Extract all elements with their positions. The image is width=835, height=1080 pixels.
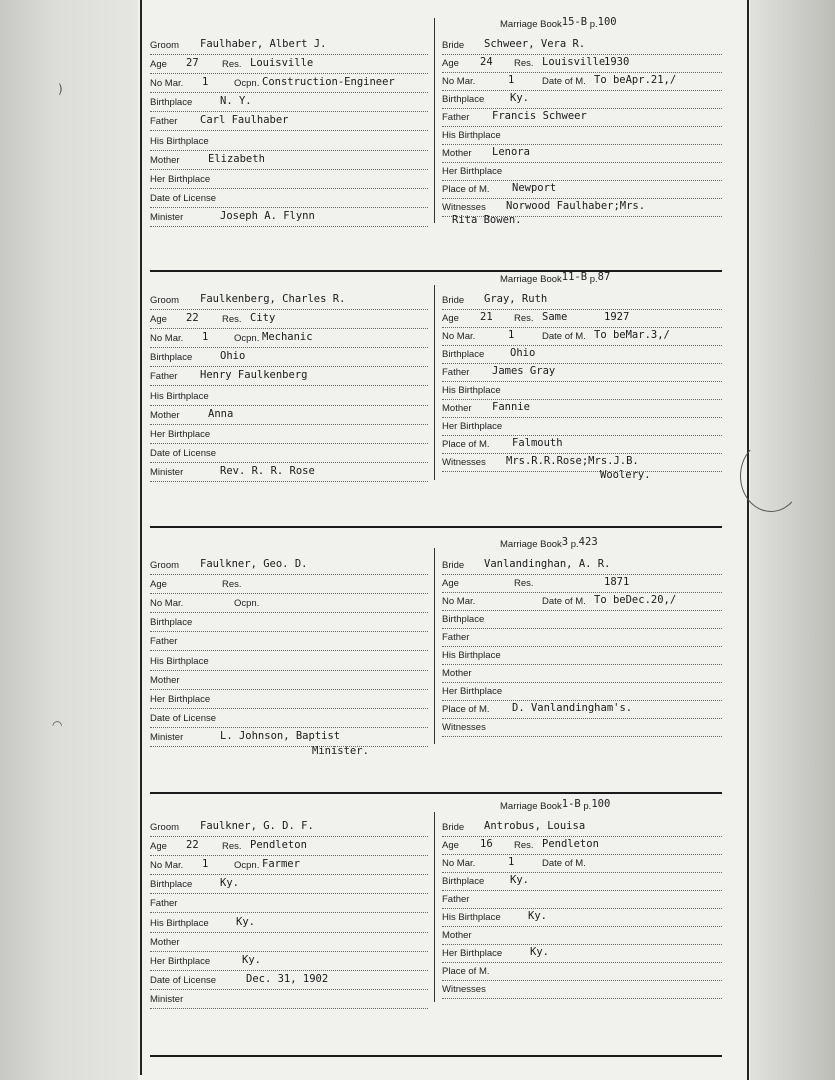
father-label: Father (150, 898, 178, 910)
date-of-m-label: Date of M. (542, 596, 586, 607)
bride-her-birthplace-row (442, 684, 722, 701)
age-label: Age (150, 314, 167, 326)
groom-no-mar-row (150, 331, 428, 348)
bride-his-birthplace-row (442, 128, 722, 145)
birthplace-label: Birthplace (442, 614, 485, 625)
res-label: Res. (222, 579, 242, 591)
groom-date-of-license-row (150, 973, 428, 990)
bride-year: 1871 (604, 576, 630, 588)
age-label: Age (442, 58, 459, 69)
witnesses-label: Witnesses (442, 202, 486, 213)
witnesses-label: Witnesses (442, 457, 486, 468)
his-birthplace-label: His Birthplace (150, 390, 209, 402)
groom-no-mar-row (150, 596, 428, 613)
groom-minister: Joseph A. Flynn (220, 209, 315, 222)
bride-father: Francis Schweer (492, 110, 587, 122)
bride-her-birthplace-row (442, 946, 722, 963)
bride-place-of-m-row (442, 182, 722, 199)
groom-ocpn: Construction-Engineer (262, 76, 395, 89)
groom-mother-row (150, 408, 428, 425)
bride-place-of-m-row (442, 702, 722, 719)
groom-his-birthplace-row (150, 134, 428, 151)
groom-date-of-license-row (150, 191, 428, 208)
minister-label: Minister (150, 466, 184, 478)
mother-label: Mother (442, 403, 472, 414)
her-birthplace-label: Her Birthplace (442, 686, 503, 697)
marriage-book-reference (500, 538, 598, 550)
groom-name: Faulkner, G. D. F. (200, 820, 314, 832)
groom-label: Groom (150, 560, 180, 571)
no-mar-label: No Mar. (442, 858, 476, 869)
groom-birthplace-row (150, 350, 428, 367)
no-mar-label: No Mar. (150, 78, 184, 90)
bride-no-mar-row (442, 74, 722, 91)
bride-mother-row (442, 928, 722, 945)
bride-no-mar: 1 (508, 329, 515, 341)
father-label: Father (442, 367, 470, 378)
bride-date-of-m: To beApr.21,/ (594, 74, 677, 86)
groom-no-mar: 1 (202, 858, 209, 871)
groom-mother: Elizabeth (208, 152, 265, 165)
groom-birthplace: Ohio (220, 350, 246, 363)
bride-mother-row (442, 666, 722, 683)
her-birthplace-label: Her Birthplace (150, 955, 211, 967)
her-birthplace-label: Her Birthplace (150, 173, 211, 185)
birthplace-label: Birthplace (150, 97, 193, 109)
bride-witnesses: Mrs.R.R.Rose;Mrs.J.B. (506, 455, 639, 467)
date-of-m-label: Date of M. (542, 76, 586, 87)
groom-minister-continued: Minister. (312, 745, 369, 757)
marriage-book-number: 1-B (561, 798, 581, 810)
groom-her-birthplace-row (150, 172, 428, 189)
groom-father: Carl Faulhaber (200, 114, 289, 127)
groom-mother-row (150, 935, 428, 952)
his-birthplace-label: His Birthplace (150, 655, 209, 667)
age-label: Age (442, 578, 459, 589)
groom-res: Pendleton (250, 839, 307, 852)
age-label: Age (150, 59, 167, 71)
witnesses-label: Witnesses (442, 722, 486, 733)
page-label: p. (568, 539, 579, 550)
groom-his-birthplace: Ky. (236, 915, 255, 928)
bride-age: 21 (480, 311, 493, 323)
age-label: Age (150, 579, 167, 591)
bride-birthplace: Ky. (510, 92, 529, 104)
groom-father: Henry Faulkenberg (200, 369, 308, 382)
bride-birthplace-row (442, 612, 722, 629)
column-divider (434, 285, 435, 480)
bride-witnesses-row (442, 982, 722, 999)
marriage-book-page: 423 (578, 536, 598, 548)
groom-date-of-license-row (150, 711, 428, 728)
groom-age: 22 (186, 839, 199, 852)
bride-label: Bride (442, 295, 465, 306)
groom-father-row (150, 369, 428, 386)
scan-stray-mark (740, 440, 802, 512)
page-label: p. (587, 19, 598, 30)
place-of-m-label: Place of M. (442, 439, 490, 450)
bride-his-birthplace: Ky. (528, 910, 547, 922)
groom-her-birthplace: Ky. (242, 953, 261, 966)
date-of-m-label: Date of M. (542, 858, 586, 869)
age-label: Age (442, 313, 459, 324)
groom-res: City (250, 312, 276, 325)
groom-minister-row (150, 465, 428, 482)
marriage-book-number: 3 (561, 536, 569, 548)
groom-name: Faulkner, Geo. D. (200, 558, 308, 570)
her-birthplace-label: Her Birthplace (442, 948, 503, 959)
ocpn-label: Ocpn. (234, 598, 260, 610)
her-birthplace-label: Her Birthplace (442, 166, 503, 177)
marriage-book-label: Marriage Book (500, 274, 562, 285)
scan-left-margin (0, 0, 138, 1080)
column-divider (434, 18, 435, 223)
res-label: Res. (222, 59, 242, 71)
bride-year: 1930 (604, 56, 630, 68)
groom-minister-row (150, 992, 428, 1009)
no-mar-label: No Mar. (442, 331, 476, 342)
groom-her-birthplace-row (150, 692, 428, 709)
record-divider (150, 526, 722, 528)
his-birthplace-label: His Birthplace (442, 650, 501, 661)
marriage-book-number: 15-B (561, 16, 588, 28)
his-birthplace-label: His Birthplace (150, 135, 209, 147)
bride-birthplace: Ohio (510, 347, 536, 359)
groom-her-birthplace-row (150, 427, 428, 444)
groom-age-row (150, 57, 428, 74)
father-label: Father (442, 894, 470, 905)
bride-label: Bride (442, 40, 465, 51)
bride-his-birthplace-row (442, 648, 722, 665)
scan-right-margin (748, 0, 835, 1080)
bride-birthplace-row (442, 874, 722, 891)
bride-birthplace: Ky. (510, 874, 529, 886)
groom-age-row (150, 577, 428, 594)
groom-birthplace-row (150, 615, 428, 632)
bride-name-row (442, 38, 722, 55)
minister-label: Minister (150, 211, 184, 223)
bride-mother: Fannie (492, 401, 530, 413)
his-birthplace-label: His Birthplace (150, 917, 209, 929)
ocpn-label: Ocpn. (234, 860, 260, 872)
bride-father-row (442, 365, 722, 382)
age-label: Age (150, 841, 167, 853)
groom-age: 22 (186, 312, 199, 325)
groom-age: 27 (186, 57, 199, 70)
record-divider (150, 1055, 722, 1057)
marriage-book-label: Marriage Book (500, 801, 562, 812)
groom-label: Groom (150, 822, 180, 833)
ocpn-label: Ocpn. (234, 78, 260, 90)
bride-mother: Lenora (492, 146, 530, 158)
groom-label: Groom (150, 295, 180, 306)
mother-label: Mother (442, 930, 472, 941)
marriage-book-reference (500, 800, 610, 812)
res-label: Res. (222, 314, 242, 326)
groom-minister: Rev. R. R. Rose (220, 464, 315, 477)
bride-witnesses-row (442, 455, 722, 472)
page-right-border (747, 0, 749, 1080)
mother-label: Mother (150, 154, 180, 166)
groom-name-row (150, 558, 428, 575)
groom-date-of-license: Dec. 31, 1902 (246, 972, 329, 985)
bride-father-row (442, 892, 722, 909)
groom-birthplace: N. Y. (220, 95, 252, 108)
birthplace-label: Birthplace (442, 349, 485, 360)
his-birthplace-label: His Birthplace (442, 912, 501, 923)
birthplace-label: Birthplace (150, 352, 193, 364)
marriage-book-page: 100 (591, 798, 611, 810)
bride-no-mar: 1 (508, 856, 515, 868)
bride-res: Same (542, 311, 568, 323)
bride-birthplace-row (442, 92, 722, 109)
his-birthplace-label: His Birthplace (442, 130, 501, 141)
groom-no-mar-row (150, 858, 428, 875)
bride-age-row (442, 56, 722, 73)
place-of-m-label: Place of M. (442, 184, 490, 195)
groom-no-mar-row (150, 76, 428, 93)
bride-name-row (442, 820, 722, 837)
mother-label: Mother (150, 936, 180, 948)
groom-no-mar: 1 (202, 331, 209, 344)
groom-minister-row (150, 210, 428, 227)
groom-minister: L. Johnson, Baptist (220, 729, 341, 742)
groom-father-row (150, 634, 428, 651)
bride-her-birthplace-row (442, 419, 722, 436)
bride-age-row (442, 838, 722, 855)
record-divider (150, 792, 722, 794)
bride-age: 24 (480, 56, 493, 68)
column-divider (434, 548, 435, 744)
bride-no-mar-row (442, 856, 722, 873)
groom-label: Groom (150, 40, 180, 51)
birthplace-label: Birthplace (442, 94, 485, 105)
groom-birthplace: Ky. (220, 877, 239, 890)
father-label: Father (150, 116, 178, 128)
marriage-book-reference (500, 18, 617, 30)
res-label: Res. (514, 578, 534, 589)
marriage-book-reference (500, 273, 610, 285)
bride-label: Bride (442, 822, 465, 833)
bride-witnesses-continued: Rita Bowen. (452, 214, 522, 226)
bride-father-row (442, 630, 722, 647)
groom-mother: Anna (208, 407, 234, 420)
father-label: Father (150, 636, 178, 648)
groom-name-row (150, 293, 428, 310)
bride-name-row (442, 293, 722, 310)
bride-place-of-m-row (442, 437, 722, 454)
bride-name-row (442, 558, 722, 575)
groom-age-row (150, 839, 428, 856)
place-of-m-label: Place of M. (442, 704, 490, 715)
age-label: Age (442, 840, 459, 851)
birthplace-label: Birthplace (150, 617, 193, 629)
birthplace-label: Birthplace (150, 879, 193, 891)
marriage-book-label: Marriage Book (500, 19, 562, 30)
res-label: Res. (514, 840, 534, 851)
groom-res: Louisville (250, 57, 314, 70)
bride-place-of-m: D. Vanlandingham's. (512, 702, 633, 714)
her-birthplace-label: Her Birthplace (150, 693, 211, 705)
bride-witnesses-continued: Woolery. (600, 469, 651, 481)
her-birthplace-label: Her Birthplace (442, 421, 503, 432)
groom-ocpn: Mechanic (262, 331, 313, 344)
groom-minister-row (150, 730, 428, 747)
scan-stray-mark: ) (58, 82, 63, 96)
no-mar-label: No Mar. (150, 860, 184, 872)
date-of-license-label: Date of License (150, 712, 217, 724)
column-divider (434, 812, 435, 1002)
date-of-license-label: Date of License (150, 447, 217, 459)
bride-place-of-m: Newport (512, 182, 557, 194)
mother-label: Mother (150, 409, 180, 421)
bride-father-row (442, 110, 722, 127)
bride-age-row (442, 576, 722, 593)
marriage-book-page: 100 (597, 16, 617, 28)
father-label: Father (442, 632, 470, 643)
marriage-book-label: Marriage Book (500, 539, 562, 550)
page-label: p. (587, 274, 598, 285)
groom-her-birthplace-row (150, 954, 428, 971)
res-label: Res. (222, 841, 242, 853)
date-of-license-label: Date of License (150, 192, 217, 204)
bride-no-mar-row (442, 594, 722, 611)
no-mar-label: No Mar. (442, 596, 476, 607)
father-label: Father (150, 371, 178, 383)
bride-no-mar-row (442, 329, 722, 346)
bride-place-of-m-row (442, 964, 722, 981)
bride-her-birthplace-row (442, 164, 722, 181)
record-divider (150, 270, 722, 272)
no-mar-label: No Mar. (150, 333, 184, 345)
bride-his-birthplace-row (442, 383, 722, 400)
father-label: Father (442, 112, 470, 123)
marriage-book-number: 11-B (561, 271, 588, 283)
birthplace-label: Birthplace (442, 876, 485, 887)
groom-age-row (150, 312, 428, 329)
date-of-license-label: Date of License (150, 974, 217, 986)
res-label: Res. (514, 58, 534, 69)
groom-father-row (150, 896, 428, 913)
groom-ocpn: Farmer (262, 858, 300, 871)
bride-his-birthplace-row (442, 910, 722, 927)
bride-name: Schweer, Vera R. (484, 38, 586, 50)
his-birthplace-label: His Birthplace (442, 385, 501, 396)
bride-date-of-m: To beDec.20,/ (594, 594, 677, 606)
date-of-m-label: Date of M. (542, 331, 586, 342)
bride-name: Vanlandinghan, A. R. (484, 558, 611, 570)
bride-age-row (442, 311, 722, 328)
groom-birthplace-row (150, 877, 428, 894)
marriage-book-page: 87 (597, 271, 611, 283)
groom-mother-row (150, 673, 428, 690)
witnesses-label: Witnesses (442, 984, 486, 995)
bride-birthplace-row (442, 347, 722, 364)
bride-res: Pendleton (542, 838, 599, 850)
groom-date-of-license-row (150, 446, 428, 463)
bride-witnesses: Norwood Faulhaber;Mrs. (506, 200, 646, 212)
groom-his-birthplace-row (150, 389, 428, 406)
groom-birthplace-row (150, 95, 428, 112)
groom-no-mar: 1 (202, 76, 209, 89)
minister-label: Minister (150, 993, 184, 1005)
bride-witnesses-row (442, 720, 722, 737)
mother-label: Mother (150, 674, 180, 686)
groom-father-row (150, 114, 428, 131)
page-label: p. (580, 801, 592, 812)
groom-his-birthplace-row (150, 916, 428, 933)
no-mar-label: No Mar. (150, 598, 184, 610)
bride-res: Louisville (542, 56, 606, 68)
bride-her-birthplace: Ky. (530, 946, 549, 958)
no-mar-label: No Mar. (442, 76, 476, 87)
minister-label: Minister (150, 731, 184, 743)
bride-mother-row (442, 146, 722, 163)
bride-label: Bride (442, 560, 465, 571)
mother-label: Mother (442, 668, 472, 679)
bride-age: 16 (480, 838, 493, 850)
bride-date-of-m: To beMar.3,/ (594, 329, 670, 341)
scan-stray-mark: ◠ (52, 718, 63, 732)
place-of-m-label: Place of M. (442, 966, 490, 977)
her-birthplace-label: Her Birthplace (150, 428, 211, 440)
bride-father: James Gray (492, 365, 556, 377)
bride-name: Gray, Ruth (484, 293, 548, 305)
groom-his-birthplace-row (150, 654, 428, 671)
groom-name-row (150, 820, 428, 837)
ocpn-label: Ocpn. (234, 333, 260, 345)
bride-name: Antrobus, Louisa (484, 820, 586, 832)
page-left-border (140, 0, 142, 1075)
bride-no-mar: 1 (508, 74, 515, 86)
groom-name-row (150, 38, 428, 55)
bride-place-of-m: Falmouth (512, 437, 563, 449)
groom-mother-row (150, 153, 428, 170)
res-label: Res. (514, 313, 534, 324)
bride-year: 1927 (604, 311, 630, 323)
groom-name: Faulkenberg, Charles R. (200, 293, 346, 305)
bride-mother-row (442, 401, 722, 418)
groom-name: Faulhaber, Albert J. (200, 38, 327, 50)
mother-label: Mother (442, 148, 472, 159)
